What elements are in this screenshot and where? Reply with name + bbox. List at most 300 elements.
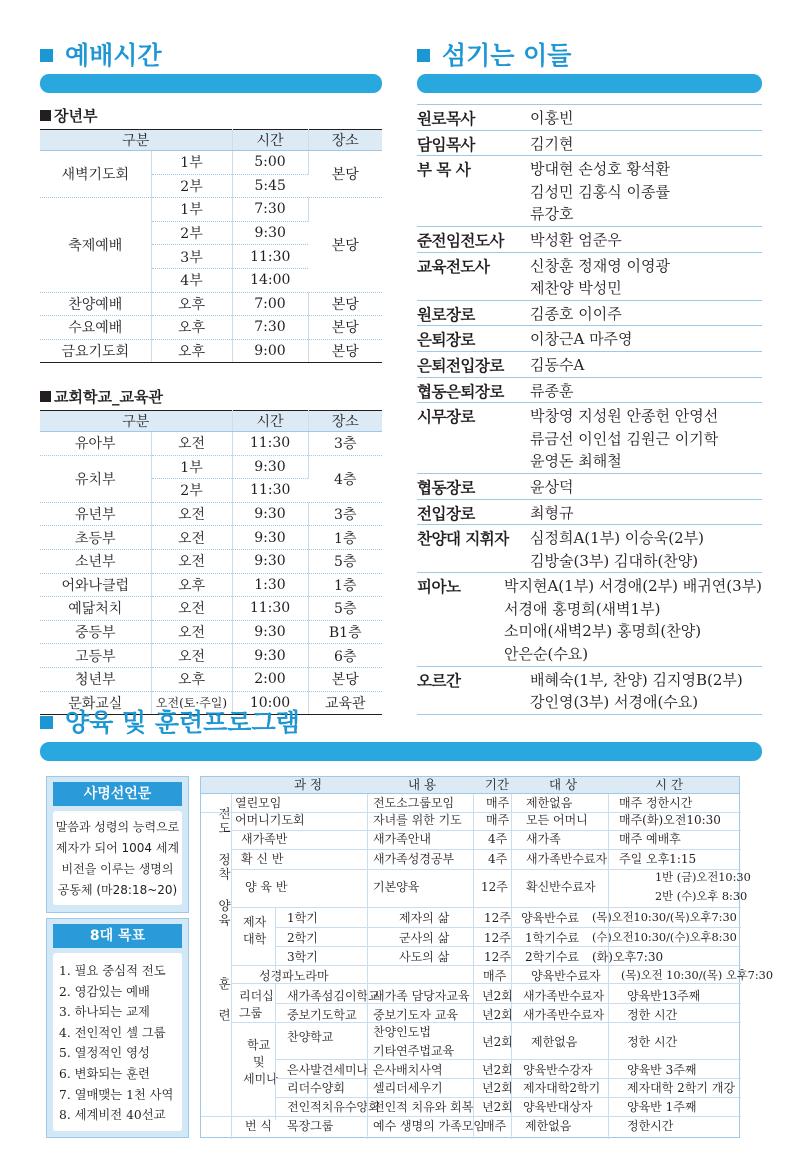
servant-role: 원로목사 — [417, 110, 475, 128]
dept-place: 3층 — [308, 502, 382, 526]
program-cell: 새가족안내 — [373, 832, 431, 846]
program-cell: 셀리더세우기 — [373, 1081, 443, 1095]
servant-name-line: 김동수A — [530, 355, 585, 374]
program-cell: (화)오후7:30 — [592, 950, 664, 964]
servant-name-line: 강인영(3부) 서경애(수요) — [530, 693, 699, 712]
grid-line — [275, 1003, 741, 1004]
dept-time: 2:00 — [232, 667, 308, 691]
program-cell: 매주 예배후 — [619, 832, 681, 846]
adult-subtitle — [40, 105, 97, 126]
dept-part: 오전 — [151, 597, 232, 621]
grid-line — [231, 830, 741, 831]
section-bar — [417, 74, 762, 93]
program-cell: 매주(화)오전10:30 — [619, 813, 721, 827]
program-header: 대 상 — [548, 777, 578, 792]
servant-names — [530, 158, 762, 226]
servant-row — [417, 351, 762, 377]
service-place: 본당 — [308, 151, 382, 198]
square-bullet-icon — [40, 110, 51, 121]
servant-row — [417, 666, 762, 715]
program-cell: 사도의 삶 — [399, 950, 450, 964]
school-worship-table — [40, 410, 382, 715]
table-row — [40, 597, 382, 621]
program-cell: (목)오전 10:30/(목) 오후7:30 — [621, 969, 774, 982]
program-cell: 매주 — [483, 1119, 507, 1133]
program-cell: 12주 — [484, 931, 511, 945]
dept-part: 오전 — [151, 502, 232, 526]
program-cell: 번 식 — [245, 1119, 272, 1133]
dept-time: 9:30 — [232, 620, 308, 644]
servant-role: 은퇴전입장로 — [417, 356, 504, 375]
servants-title-text: 섬기는 이들 — [442, 41, 572, 70]
servant-name-line: 김기현 — [530, 134, 574, 153]
service-part: 2부 — [151, 174, 232, 198]
service-time: 9:00 — [232, 339, 308, 363]
table-row — [40, 573, 382, 597]
servant-name-line: 김방술(3부) 김대하(찬양) — [530, 551, 699, 570]
mission-line: 비전을 이루는 생명의 — [61, 862, 174, 876]
dept-time: 9:30 — [232, 644, 308, 668]
servant-role: 협동은퇴장로 — [417, 382, 504, 401]
dept-name: 유치부 — [40, 455, 151, 502]
dept-name: 유아부 — [40, 432, 151, 456]
goals-title: 8대 목표 — [53, 924, 182, 948]
servant-row — [417, 572, 762, 665]
servant-role: 담임목사 — [417, 135, 475, 154]
header-time: 시간 — [232, 411, 308, 432]
dept-time: 1:30 — [232, 573, 308, 597]
dept-part: 오전 — [151, 549, 232, 573]
dept-part: 오후 — [151, 667, 232, 691]
service-name: 찬양예배 — [40, 292, 151, 316]
program-cell: 정한 시간 — [627, 1008, 678, 1022]
goals-list — [53, 953, 182, 1131]
table-row — [40, 620, 382, 644]
program-cell: 및 — [253, 1055, 265, 1069]
dept-time: 9:30 — [232, 502, 308, 526]
program-cell: 새가족성경공부 — [373, 852, 455, 866]
service-time: 9:30 — [232, 221, 308, 245]
dept-part: 오전 — [151, 644, 232, 668]
program-cell: 제한없음 — [531, 1035, 578, 1049]
header-division: 구분 — [40, 130, 232, 151]
service-time: 7:00 — [232, 292, 308, 316]
mission-text — [53, 811, 182, 905]
program-cell: 주일 오후1:15 — [619, 852, 697, 866]
program-cell: 모든 어머니 — [526, 813, 588, 827]
servant-name-line: 박창영 지성원 안종헌 안영선 — [530, 407, 719, 426]
servant-names — [530, 133, 762, 156]
dept-part: 오전 — [151, 620, 232, 644]
table-row — [40, 502, 382, 526]
service-name: 금요기도회 — [40, 339, 151, 363]
program-cell: 제자대학 2학기 개강 — [627, 1081, 736, 1095]
servant-names — [530, 669, 762, 714]
table-row — [40, 455, 382, 479]
dept-name: 소년부 — [40, 549, 151, 573]
dept-name: 유년부 — [40, 502, 151, 526]
section-bar — [40, 74, 382, 93]
servant-name-line: 류금선 이인섭 김원근 이기학 — [530, 429, 719, 448]
program-cell: 양육반13주째 — [627, 989, 701, 1003]
servant-names — [530, 303, 762, 326]
service-place: 본당 — [308, 292, 382, 316]
program-cell: 리더수양회 — [287, 1081, 345, 1095]
dept-place: 1층 — [308, 573, 382, 597]
program-cell: 열린모임 — [235, 796, 282, 810]
dept-part: 오전 — [151, 526, 232, 550]
dept-part: 오전 — [151, 432, 232, 456]
program-cell: 기타연주법교육 — [373, 1044, 455, 1058]
service-place: 본당 — [308, 339, 382, 363]
program-cell: 년2회 — [482, 1035, 513, 1049]
service-name: 축제예배 — [40, 198, 151, 292]
program-cell: 2반 (수)오후 8:30 — [655, 890, 748, 903]
program-cell: 1학기수료 — [525, 931, 580, 945]
program-cell: 어머니기도회 — [235, 813, 305, 827]
program-cell: (목)오전10:30/(목)오후7:30 — [592, 911, 737, 924]
servant-names — [530, 255, 762, 300]
servant-role: 원로장로 — [417, 305, 475, 324]
table-row — [40, 644, 382, 668]
service-time: 5:45 — [232, 174, 308, 198]
program-cell: 예수 생명의 가족모임 — [373, 1119, 485, 1133]
dept-place: 5층 — [308, 549, 382, 573]
mission-line: 말씀과 성령의 능력으로 — [55, 820, 180, 834]
dept-name: 문화교실 — [40, 691, 151, 715]
service-time: 7:30 — [232, 316, 308, 340]
dept-time: 9:30 — [232, 455, 308, 479]
dept-time: 11:30 — [232, 597, 308, 621]
dept-place: 4층 — [308, 455, 382, 502]
grid-line — [608, 794, 609, 1139]
servant-row — [417, 524, 762, 572]
grid-line — [231, 1022, 741, 1023]
dept-part: 1부 — [151, 455, 232, 479]
grid-line — [231, 983, 741, 984]
program-cell: 찬양학교 — [287, 1030, 334, 1044]
service-place: 본당 — [308, 198, 382, 292]
servant-names — [530, 328, 762, 351]
servant-role: 협동장로 — [417, 478, 475, 497]
training-title-text: 양육 및 훈련프로그램 — [65, 708, 300, 737]
program-cell: 목장그룹 — [287, 1119, 334, 1133]
table-row — [40, 316, 382, 340]
square-bullet-icon — [417, 49, 430, 62]
program-header: 시 간 — [654, 777, 684, 792]
table-row — [40, 526, 382, 550]
program-cell: 군사의 삶 — [399, 931, 450, 945]
service-part: 1부 — [151, 198, 232, 222]
dept-name: 청년부 — [40, 667, 151, 691]
grid-line — [231, 794, 232, 1139]
servant-name-line: 신창훈 정재영 이영광 — [530, 256, 670, 275]
servant-row — [417, 402, 762, 473]
servants-list — [417, 104, 762, 715]
grid-line — [275, 1097, 741, 1098]
servant-names — [530, 405, 762, 473]
program-cell: 1반 (금)오전10:30 — [655, 871, 751, 884]
servant-role: 피아노 — [417, 578, 461, 597]
grid-line — [473, 794, 474, 1139]
program-side-label: 훈 련 — [216, 977, 232, 1023]
servant-role: 준전임전도사 — [417, 231, 504, 250]
program-cell: 전인적치유수양회 — [287, 1100, 380, 1114]
adult-subtitle-text: 장년부 — [54, 107, 98, 125]
program-cell: 전도소그룹모임 — [373, 796, 455, 810]
servant-names — [530, 476, 762, 499]
dept-name: 어와나클럽 — [40, 573, 151, 597]
grid-line — [275, 907, 276, 979]
servant-names — [504, 575, 762, 665]
table-row — [40, 339, 382, 363]
dept-place: 6층 — [308, 644, 382, 668]
program-cell: 제자대학2학기 — [523, 1081, 601, 1095]
goal-item: 8. 세계비전 40선교 — [59, 1108, 166, 1123]
table-row — [40, 198, 382, 222]
program-cell: 은사배치사역 — [373, 1063, 443, 1077]
service-part: 오후 — [151, 292, 232, 316]
program-cell: 매주 — [483, 969, 507, 983]
header-time: 시간 — [232, 130, 308, 151]
program-cell: 새가족 담당자교육 — [373, 989, 470, 1003]
goals-box — [46, 918, 189, 1138]
program-cell: 제자 — [243, 915, 267, 929]
service-part: 3부 — [151, 245, 232, 269]
grid-line — [275, 927, 741, 928]
servant-name-line: 안은순(수요) — [504, 645, 589, 664]
program-cell: 1학기 — [287, 911, 318, 925]
servant-names — [530, 229, 762, 252]
program-cell: 대학 — [243, 932, 267, 946]
servant-role: 오르간 — [417, 671, 461, 690]
program-cell: 4주 — [488, 832, 508, 846]
servant-role: 시무장로 — [417, 408, 475, 427]
goal-item: 6. 변화되는 훈련 — [59, 1066, 150, 1081]
grid-line — [201, 1116, 741, 1117]
program-header: 기간 — [484, 777, 510, 792]
table-row — [40, 667, 382, 691]
program-cell: 세미나 — [243, 1072, 278, 1086]
program-cell: 년2회 — [482, 989, 513, 1003]
program-side-label: 전도 정착 양육 — [216, 807, 232, 928]
program-cell: 중보기도학교 — [287, 1008, 357, 1022]
servant-names — [530, 502, 762, 525]
service-part: 오후 — [151, 339, 232, 363]
dept-name: 초등부 — [40, 526, 151, 550]
header-division: 구분 — [40, 411, 232, 432]
grid-line — [231, 869, 741, 870]
program-cell: 2학기 — [287, 931, 318, 945]
worship-section-title — [40, 36, 162, 72]
servant-role: 전입장로 — [417, 504, 475, 523]
program-cell: 리더십 — [239, 989, 274, 1003]
servant-name-line: 제찬양 박성민 — [530, 279, 622, 298]
program-cell: 양 육 반 — [245, 880, 288, 894]
program-cell: 년2회 — [482, 1100, 513, 1114]
header-place: 장소 — [308, 411, 382, 432]
training-section-title — [40, 703, 300, 739]
program-header: 과 정 — [293, 777, 323, 792]
servant-names — [530, 354, 762, 377]
table-row — [40, 432, 382, 456]
program-cell: 새가족반수료자 — [523, 989, 605, 1003]
program-cell: 양육반 1주째 — [627, 1100, 697, 1114]
dept-time: 9:30 — [232, 549, 308, 573]
servant-name-line: 이창근A 마주영 — [530, 330, 633, 349]
program-cell: 12주 — [484, 911, 511, 925]
program-cell: 양육반수료 — [521, 911, 579, 925]
servant-names — [530, 380, 762, 403]
service-time: 14:00 — [232, 268, 308, 292]
servant-role: 교육전도사 — [417, 257, 490, 276]
grid-line — [231, 965, 741, 966]
servant-name-line: 방대현 손성호 황석환 — [530, 160, 670, 179]
servant-row — [417, 252, 762, 300]
program-header: 내 용 — [407, 777, 437, 792]
servant-row — [417, 473, 762, 499]
program-cell: 은사발견세미나 — [287, 1063, 369, 1077]
servant-name-line: 김성민 김홍식 이종률 — [530, 182, 670, 201]
program-cell: 년2회 — [482, 1008, 513, 1022]
servant-name-line: 류종훈 — [530, 381, 574, 400]
servant-name-line: 김종호 이이주 — [530, 304, 622, 323]
program-cell: 양육반수료자 — [531, 969, 601, 983]
servant-name-line: 류강호 — [530, 205, 574, 224]
grid-line — [275, 1059, 741, 1060]
mission-line: 제자가 되어 1004 세계 — [55, 841, 180, 855]
program-cell: 새가족반수료자 — [523, 1008, 605, 1022]
program-cell: 자녀를 위한 기도 — [373, 813, 462, 827]
dept-name: 예닮처치 — [40, 597, 151, 621]
dept-name: 중등부 — [40, 620, 151, 644]
service-part: 오후 — [151, 316, 232, 340]
servant-name-line: 박성환 엄준우 — [530, 230, 622, 249]
program-cell: 전인적 치유와 회복 — [373, 1100, 474, 1114]
program-cell: 매주 — [486, 813, 510, 827]
servant-name-line: 최형규 — [530, 503, 574, 522]
servant-name-line: 윤영돈 최해철 — [530, 452, 622, 471]
servant-role: 은퇴장로 — [417, 331, 475, 350]
grid-line — [201, 812, 741, 813]
program-cell: 확신반수료자 — [526, 880, 596, 894]
program-cell: 학교 — [247, 1038, 271, 1052]
dept-name: 고등부 — [40, 644, 151, 668]
table-row — [40, 151, 382, 175]
grid-line — [275, 1022, 276, 1120]
goal-item: 2. 영감있는 예배 — [59, 984, 150, 999]
table-row — [40, 292, 382, 316]
servant-role: 찬양대 지휘자 — [417, 530, 509, 549]
servant-row — [417, 499, 762, 525]
grid-line — [275, 946, 741, 947]
dept-place: B1층 — [308, 620, 382, 644]
program-cell: 3학기 — [287, 950, 318, 964]
grid-line — [275, 1078, 741, 1079]
dept-place: 3층 — [308, 432, 382, 456]
table-row — [40, 549, 382, 573]
program-cell: 새가족섬김이학교 — [287, 989, 380, 1003]
dept-part: 오전(토·주일) — [151, 691, 232, 715]
program-cell: 제한없음 — [526, 796, 573, 810]
program-cell: (수)오전10:30/(수)오후8:30 — [592, 931, 737, 944]
program-cell: 성경파노라마 — [259, 969, 329, 983]
program-cell: 양육반 3주째 — [627, 1063, 697, 1077]
dept-time: 11:30 — [232, 479, 308, 503]
service-place: 본당 — [308, 316, 382, 340]
program-cell: 새가족반 — [241, 832, 288, 846]
goal-item: 5. 열정적인 영성 — [59, 1046, 150, 1061]
service-part: 1부 — [151, 151, 232, 175]
mission-box — [46, 776, 189, 913]
servant-names — [530, 527, 762, 572]
servant-row — [417, 325, 762, 351]
dept-time: 11:30 — [232, 432, 308, 456]
servant-row — [417, 377, 762, 403]
program-cell: 2학기수료 — [525, 950, 580, 964]
dept-place: 본당 — [308, 667, 382, 691]
goal-item: 3. 하나되는 교제 — [59, 1005, 150, 1020]
program-cell: 찬양인도법 — [373, 1025, 431, 1039]
goal-item: 4. 전인적인 셀 그룹 — [59, 1025, 166, 1040]
servant-name-line: 심정희A(1부) 이승욱(2부) — [530, 529, 705, 548]
school-subtitle-text: 교회학교_교육관 — [54, 388, 163, 406]
program-cell: 기본양육 — [373, 880, 420, 894]
program-cell: 12주 — [481, 880, 508, 894]
servant-name-line: 소미애(새벽2부) 홍명희(찬양) — [504, 622, 702, 641]
servants-section-title — [417, 36, 571, 72]
servant-name-line: 윤상덕 — [530, 477, 574, 496]
servant-row — [417, 300, 762, 326]
dept-place: 5층 — [308, 597, 382, 621]
program-cell: 4주 — [488, 852, 508, 866]
worship-title-text: 예배시간 — [65, 41, 162, 70]
training-program-table — [200, 776, 774, 1138]
service-time: 11:30 — [232, 245, 308, 269]
program-cell: 그룹 — [239, 1006, 263, 1020]
grid-line — [231, 849, 741, 850]
goal-item: 1. 필요 중심적 전도 — [59, 964, 166, 978]
dept-part: 2부 — [151, 479, 232, 503]
program-cell: 정한 시간 — [627, 1035, 678, 1049]
service-name: 수요예배 — [40, 316, 151, 340]
header-place: 장소 — [308, 130, 382, 151]
servant-name-line: 서경애 홍명희(새벽1부) — [504, 599, 661, 618]
program-cell: 매주 — [486, 796, 510, 810]
service-time: 5:00 — [232, 151, 308, 175]
section-bar — [40, 742, 762, 761]
servant-row — [417, 104, 762, 130]
dept-time: 9:30 — [232, 526, 308, 550]
program-cell: 양육반대상자 — [523, 1100, 593, 1114]
servant-name-line: 박지현A(1부) 서경애(2부) 배귀연(3부) — [504, 577, 762, 596]
program-cell: 제한없음 — [525, 1119, 572, 1133]
servant-row — [417, 130, 762, 156]
servant-role: 부 목 사 — [417, 161, 471, 180]
servant-names — [530, 107, 762, 130]
mission-title: 사명선언문 — [53, 782, 182, 806]
program-cell: 매주 정한시간 — [619, 796, 693, 810]
grid-line — [511, 794, 512, 1139]
grid-line — [367, 794, 368, 1139]
program-cell: 중보기도자 교육 — [373, 1008, 458, 1022]
dept-part: 오후 — [151, 573, 232, 597]
goal-item: 7. 열매맺는 1천 사역 — [59, 1087, 174, 1102]
servant-name-line: 배혜숙(1부, 찬양) 김지영B(2부) — [530, 670, 743, 689]
program-cell: 12주 — [484, 950, 511, 964]
program-cell: 년2회 — [482, 1063, 513, 1077]
program-cell: 새가족반수료자 — [526, 852, 608, 866]
